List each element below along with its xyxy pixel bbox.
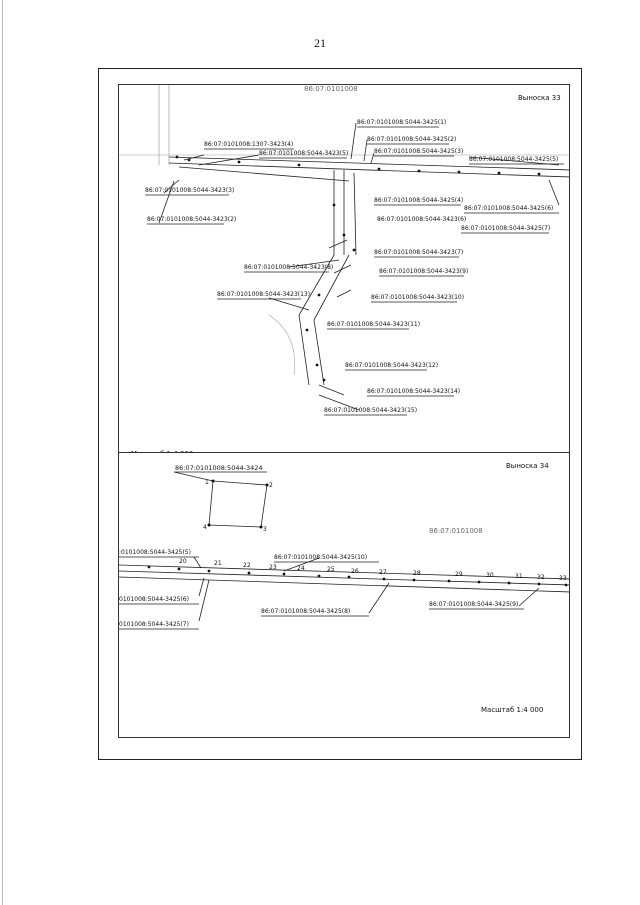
callout-34-panel (118, 452, 570, 738)
parcel-label: 86:07:0101008:5044-3423(8) (244, 264, 334, 271)
point-number-33: 33 (559, 575, 567, 582)
parcel-label: 0101008:5044-3425(7) (119, 621, 189, 628)
point-label-4: 4 (203, 524, 207, 531)
point-number-23: 23 (269, 564, 277, 571)
parcel-label: 86:07:0101008:1307-3423(4) (204, 141, 294, 148)
callout-33-map (119, 85, 570, 462)
point-number-20: 20 (179, 558, 187, 565)
parcel-label: 86:07:0101008:5044-3423(2) (147, 216, 237, 223)
parcel-label: 86:07:0101008:5044-3423(7) (374, 249, 464, 256)
callout-33-title: Выноска 33 (518, 94, 561, 102)
point-number-26: 26 (351, 568, 359, 575)
parcel-label: 86:07:0101008:5044-3425(6) (464, 205, 554, 212)
point-label-3: 3 (263, 526, 267, 533)
parcel-label: 86:07:0101008:5044-3423(14) (367, 388, 461, 395)
parcel-label: 86:07:0101008:5044-3425(3) (374, 148, 464, 155)
parcel-label: 86:07:0101008:5044-3425(9) (429, 601, 519, 608)
point-label-1: 1 (205, 479, 209, 486)
point-number-31: 31 (515, 573, 523, 580)
callout-33-quarter-label: 86:07:0101008 (304, 85, 358, 93)
corridor-point-labels (179, 558, 567, 582)
point-number-28: 28 (413, 570, 421, 577)
parcel-label: 86:07:0101008:5044-3425(5) (469, 156, 559, 163)
parcel-label-3424: 86:07:0101008:5044-3424 (175, 464, 263, 472)
parcel-label: 86:07:0101008:5044-3423(12) (345, 362, 439, 369)
parcel-label: 86:07:0101008:5044-3425(8) (261, 608, 351, 615)
callout-34-title: Выноска 34 (506, 462, 549, 470)
point-number-24: 24 (297, 565, 305, 572)
callout-33-panel (118, 84, 570, 462)
parcel-label: 86:07:0101008:5044-3425(4) (374, 197, 464, 204)
parcel-label: 86:07:0101008:5044-3423(15) (324, 407, 418, 414)
point-number-32: 32 (537, 574, 545, 581)
parcel-label: 86:07:0101008:5044-3423(3) (145, 187, 235, 194)
parcel-label: 86:07:0101008:5044-3423(11) (327, 321, 421, 328)
parcel-label: 86:07:0101008:5044-3423(6) (377, 216, 467, 223)
point-label-2: 2 (269, 482, 273, 489)
scan-edge-line (2, 0, 3, 905)
parcel-label: 86:07:0101008:5044-3425(10) (274, 554, 368, 561)
point-number-30: 30 (486, 572, 494, 579)
parcel-label: :0101008:5044-3425(5) (119, 549, 191, 556)
parcel-label: 86:07:0101008:5044-3423(13) (217, 291, 311, 298)
page-number: 21 (314, 36, 326, 50)
parcel-label: 86:07:0101008:5044-3423(5) (259, 150, 349, 157)
point-number-22: 22 (243, 562, 251, 569)
parcel-label: 86:07:0101008:5044-3425(1) (357, 119, 447, 126)
callout-34-quarter-label: 86:07:0101008 (429, 527, 483, 535)
parcel-label: 0101008:5044-3425(6) (119, 596, 189, 603)
point-number-29: 29 (455, 571, 463, 578)
point-number-21: 21 (214, 560, 222, 567)
parcel-label: 86:07:0101008:5044-3425(2) (367, 136, 457, 143)
point-number-25: 25 (327, 566, 335, 573)
parcel-label: 86:07:0101008:5044-3425(7) (461, 225, 551, 232)
callout-34-scale: Масштаб 1:4 000 (481, 706, 544, 714)
point-number-27: 27 (379, 569, 387, 576)
parcel-label: 86:07:0101008:5044-3423(9) (379, 268, 469, 275)
parcel-label: 86:07:0101008:5044-3423(10) (371, 294, 465, 301)
